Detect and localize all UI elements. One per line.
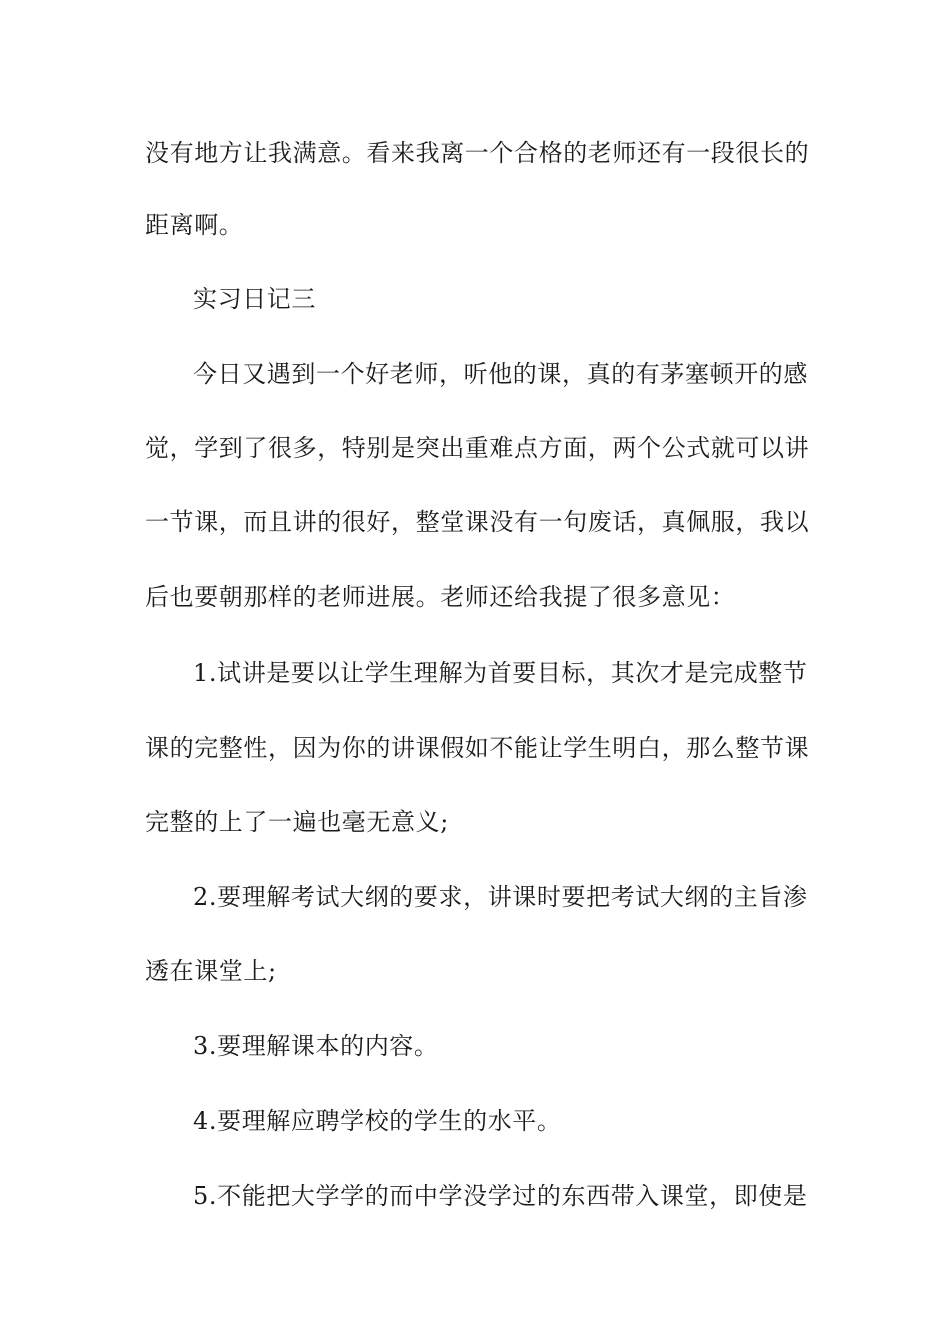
list-item-4: 4.要理解应聘学校的学生的水平。 [193,1107,562,1135]
text-line-7: 后也要朝那样的老师进展。老师还给我提了很多意见： [145,583,736,611]
text-line-2: 距离啊。 [145,211,244,239]
list-item-2-line-2: 透在课堂上; [145,957,277,985]
section-heading: 实习日记三 [193,285,316,313]
list-item-2-line-1: 2.要理解考试大纲的要求，讲课时要把考试大纲的主旨渗 [193,883,808,911]
list-item-5-line-1: 5.不能把大学学的而中学没学过的东西带入课堂，即使是 [193,1182,808,1210]
text-line-5: 觉，学到了很多，特别是突出重难点方面，两个公式就可以讲 [145,434,810,462]
list-item-1-line-1: 1.试讲是要以让学生理解为首要目标，其次才是完成整节 [193,659,808,687]
text-line-4: 今日又遇到一个好老师，听他的课，真的有茅塞顿开的感 [193,360,808,388]
list-item-1-line-2: 课的完整性，因为你的讲课假如不能让学生明白，那么整节课 [145,734,810,762]
text-line-6: 一节课，而且讲的很好，整堂课没有一句废话，真佩服，我以 [145,508,810,536]
list-item-1-line-3: 完整的上了一遍也毫无意义; [145,808,449,836]
list-item-3: 3.要理解课本的内容。 [193,1032,439,1060]
text-line-1: 没有地方让我满意。看来我离一个合格的老师还有一段很长的 [145,139,810,167]
